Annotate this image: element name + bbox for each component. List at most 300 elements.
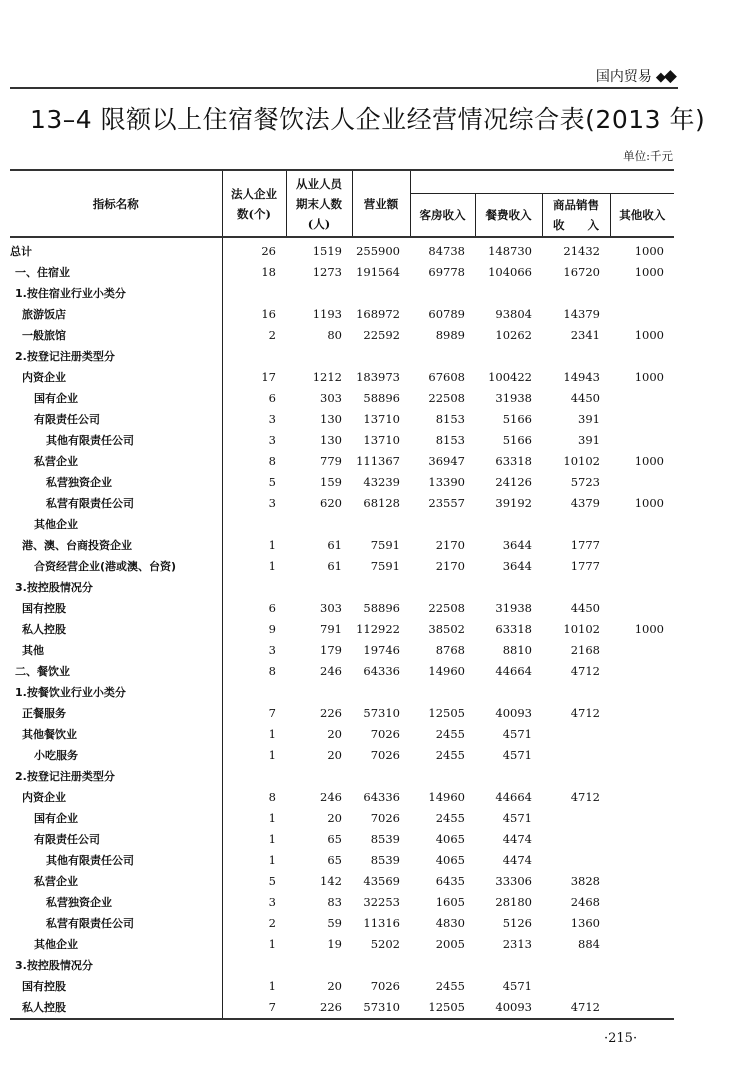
cell-employees: 130 [320,433,342,447]
cell-room: 8768 [435,643,465,657]
cell-other: 1000 [634,328,664,342]
cell-catering: 4571 [502,811,532,825]
cell-revenue: 8539 [370,832,400,846]
cell-enterprises [222,514,286,535]
cell-enterprises: 5 [268,475,276,489]
cell-catering [475,577,542,598]
cell-goods: 16720 [563,265,600,279]
cell-revenue [352,682,410,703]
table-row [10,913,674,934]
cell-goods [542,724,610,745]
cell-room: 8989 [435,328,465,342]
cell-enterprises: 16 [261,307,276,321]
cell-catering: 63318 [495,454,532,468]
cell-goods: 4450 [570,391,600,405]
cell-employees: 226 [320,706,342,720]
cell-catering: 93804 [495,307,532,321]
cell-employees [286,514,352,535]
page-title: 13–4 限额以上住宿餐饮法人企业经营情况综合表(2013 年) [30,105,706,134]
cell-room: 4830 [435,916,465,930]
cell-room: 14960 [428,790,465,804]
header-rule [10,87,678,89]
cell-room: 2455 [435,727,465,741]
cell-employees: 83 [327,895,342,909]
cell-other [610,871,674,892]
cell-enterprises: 3 [268,643,276,657]
cell-other [610,955,674,976]
cell-goods [542,850,610,871]
table-row [10,430,674,451]
cell-employees: 20 [327,748,342,762]
cell-employees: 1212 [312,370,342,384]
cell-room [410,682,475,703]
cell-employees: 20 [327,727,342,741]
cell-employees: 20 [327,811,342,825]
table-row [10,787,674,808]
cell-room: 22508 [428,601,465,615]
cell-employees [286,346,352,367]
cell-room: 8153 [435,433,465,447]
cell-other [610,388,674,409]
cell-room: 60789 [428,307,465,321]
cell-enterprises: 3 [268,895,276,909]
row-label: 私营企业 [10,451,222,472]
cell-catering: 10262 [495,328,532,342]
row-label: 内资企业 [10,367,222,388]
cell-revenue: 64336 [363,664,400,678]
table-row [10,661,674,682]
cell-catering: 4474 [502,853,532,867]
cell-employees: 130 [320,412,342,426]
cell-catering: 4571 [502,727,532,741]
row-label: 3.按控股情况分 [10,955,222,976]
cell-enterprises: 1 [268,559,276,573]
row-label: 二、餐饮业 [10,661,222,682]
cell-enterprises: 1 [268,853,276,867]
cell-revenue: 43569 [363,874,400,888]
cell-enterprises: 6 [268,391,276,405]
cell-room: 12505 [428,706,465,720]
cell-enterprises: 1 [268,748,276,762]
table-row [10,829,674,850]
table-row [10,283,674,304]
cell-employees: 142 [320,874,342,888]
cell-employees: 65 [327,832,342,846]
cell-employees: 1519 [312,244,342,258]
cell-goods: 391 [578,412,600,426]
row-label: 2.按登记注册类型分 [10,346,222,367]
cell-goods [542,808,610,829]
cell-room: 4065 [435,832,465,846]
cell-goods: 21432 [563,244,600,258]
cell-employees: 61 [327,559,342,573]
cell-revenue: 32253 [363,895,400,909]
table-row [10,640,674,661]
cell-employees [286,766,352,787]
cell-enterprises: 1 [268,727,276,741]
cell-revenue: 22592 [363,328,400,342]
row-label: 私营有限责任公司 [10,493,222,514]
table-row [10,808,674,829]
cell-room: 13390 [428,475,465,489]
cell-enterprises: 8 [268,664,276,678]
table-row [10,409,674,430]
cell-enterprises [222,955,286,976]
cell-employees: 19 [327,937,342,951]
cell-catering: 63318 [495,622,532,636]
cell-room: 14960 [428,664,465,678]
row-label: 有限责任公司 [10,409,222,430]
row-label: 正餐服务 [10,703,222,724]
table-row [10,724,674,745]
cell-enterprises: 17 [261,370,276,384]
cell-catering: 104066 [488,265,532,279]
cell-catering: 5166 [502,433,532,447]
cell-employees: 303 [320,601,342,615]
cell-goods [542,829,610,850]
cell-employees: 1193 [312,307,342,321]
cell-revenue: 168972 [356,307,400,321]
cell-goods: 3828 [570,874,600,888]
cell-employees: 80 [327,328,342,342]
cell-revenue: 13710 [363,412,400,426]
table-row [10,367,674,388]
cell-revenue [352,346,410,367]
table-row [10,556,674,577]
cell-other [610,682,674,703]
row-label: 私人控股 [10,619,222,640]
cell-other [610,409,674,430]
row-label: 私营独资企业 [10,472,222,493]
row-label: 港、澳、台商投资企业 [10,535,222,556]
header-goods: 商品销售收 入 [542,194,610,238]
cell-catering: 100422 [488,370,532,384]
cell-other [610,556,674,577]
cell-goods: 2168 [570,643,600,657]
page-number: ·215· [604,1031,638,1046]
cell-enterprises: 2 [268,916,276,930]
cell-revenue: 255900 [356,244,400,258]
cell-other [610,829,674,850]
cell-revenue [352,955,410,976]
row-label: 私营有限责任公司 [10,913,222,934]
cell-revenue: 43239 [363,475,400,489]
table-row [10,976,674,997]
cell-enterprises: 6 [268,601,276,615]
cell-room: 22508 [428,391,465,405]
cell-revenue: 183973 [356,370,400,384]
cell-catering: 8810 [502,643,532,657]
cell-other: 1000 [634,265,664,279]
row-label: 内资企业 [10,787,222,808]
cell-revenue: 7026 [370,979,400,993]
cell-goods: 4450 [570,601,600,615]
cell-goods: 1777 [570,559,600,573]
data-table-container [10,169,674,1020]
data-table [10,169,674,1020]
cell-catering: 4474 [502,832,532,846]
cell-goods [542,682,610,703]
cell-enterprises: 1 [268,832,276,846]
cell-goods: 391 [578,433,600,447]
table-row [10,237,674,262]
table-row [10,997,674,1019]
cell-enterprises: 3 [268,412,276,426]
cell-catering: 4571 [502,979,532,993]
cell-room: 4065 [435,853,465,867]
cell-revenue: 68128 [363,496,400,510]
cell-room: 2170 [435,538,465,552]
cell-other: 1000 [634,370,664,384]
header-catering: 餐费收入 [475,194,542,238]
cell-enterprises [222,577,286,598]
cell-employees [286,682,352,703]
table-row [10,598,674,619]
cell-revenue: 19746 [363,643,400,657]
row-label: 其他 [10,640,222,661]
cell-enterprises: 1 [268,538,276,552]
cell-other: 1000 [634,244,664,258]
cell-other: 1000 [634,496,664,510]
cell-goods: 4712 [570,790,600,804]
cell-goods [542,955,610,976]
cell-employees: 620 [320,496,342,510]
header-revenue: 营业额 [352,170,410,237]
header-name: 指标名称 [10,170,222,237]
cell-room: 2455 [435,811,465,825]
cell-revenue: 112922 [356,622,400,636]
row-label: 国有企业 [10,388,222,409]
cell-other [610,535,674,556]
cell-goods: 5723 [570,475,600,489]
cell-revenue: 57310 [352,997,410,1019]
cell-revenue: 7591 [370,559,400,573]
cell-enterprises: 7 [268,706,276,720]
cell-enterprises [222,766,286,787]
row-label: 3.按控股情况分 [10,577,222,598]
cell-enterprises: 1 [268,937,276,951]
cell-goods [542,766,610,787]
row-label: 其他有限责任公司 [10,430,222,451]
cell-catering [475,955,542,976]
cell-catering: 31938 [495,391,532,405]
row-label: 1.按住宿业行业小类分 [10,283,222,304]
cell-room: 2170 [435,559,465,573]
cell-catering [475,346,542,367]
cell-revenue: 7026 [370,727,400,741]
cell-enterprises: 1 [268,811,276,825]
cell-other [610,661,674,682]
cell-employees: 1273 [312,265,342,279]
table-row [10,346,674,367]
cell-catering: 39192 [495,496,532,510]
table-row [10,388,674,409]
cell-employees: 303 [320,391,342,405]
cell-other [610,304,674,325]
header-other: 其他收入 [610,194,674,238]
cell-revenue: 13710 [363,433,400,447]
cell-other [610,745,674,766]
cell-catering: 5166 [502,412,532,426]
cell-employees [286,955,352,976]
cell-revenue: 7026 [370,748,400,762]
cell-employees [286,283,352,304]
cell-goods [542,577,610,598]
cell-goods [542,745,610,766]
cell-catering: 148730 [488,244,532,258]
cell-room: 36947 [428,454,465,468]
row-label: 其他有限责任公司 [10,850,222,871]
cell-room: 2455 [435,748,465,762]
cell-goods [542,346,610,367]
row-label: 私营独资企业 [10,892,222,913]
cell-goods: 10102 [563,454,600,468]
cell-employees: 246 [320,790,342,804]
row-label: 国有企业 [10,808,222,829]
cell-enterprises: 8 [268,790,276,804]
row-label: 国有控股 [10,598,222,619]
table-row [10,535,674,556]
cell-catering: 28180 [495,895,532,909]
header-employees: 从业人员期末人数(人) [286,170,352,237]
cell-revenue [352,766,410,787]
cell-catering: 44664 [495,790,532,804]
cell-enterprises: 3 [268,496,276,510]
table-row [10,325,674,346]
cell-catering: 4571 [502,748,532,762]
cell-employees: 65 [327,853,342,867]
cell-room [410,283,475,304]
cell-other: 1000 [634,454,664,468]
table-row [10,703,674,724]
cell-catering: 3644 [502,538,532,552]
cell-goods: 1360 [570,916,600,930]
table-row [10,451,674,472]
cell-revenue: 111367 [356,454,400,468]
cell-catering: 24126 [495,475,532,489]
cell-enterprises: 8 [268,454,276,468]
table-row [10,577,674,598]
cell-revenue: 57310 [363,706,400,720]
cell-catering: 5126 [502,916,532,930]
table-row [10,682,674,703]
cell-goods [542,514,610,535]
row-label: 其他企业 [10,934,222,955]
header-room: 客房收入 [410,194,475,238]
section-name: 国内贸易 [595,69,652,85]
cell-revenue: 7591 [370,538,400,552]
diamond-ornament-icon: ◆◆ [655,66,675,86]
cell-room: 2005 [435,937,465,951]
cell-catering: 31938 [495,601,532,615]
table-row [10,934,674,955]
cell-catering [475,283,542,304]
row-label: 1.按餐饮业行业小类分 [10,682,222,703]
unit-label: 单位:千元 [623,149,673,163]
cell-other [610,934,674,955]
table-row [10,493,674,514]
cell-room [410,766,475,787]
row-label: 国有控股 [10,976,222,997]
cell-other: 1000 [634,622,664,636]
cell-room: 8153 [435,412,465,426]
cell-employees [286,577,352,598]
cell-enterprises [222,283,286,304]
cell-employees: 791 [320,622,342,636]
cell-room: 23557 [428,496,465,510]
header-spacer [410,170,674,194]
cell-goods: 4712 [542,997,610,1019]
table-row [10,745,674,766]
row-label: 旅游饭店 [10,304,222,325]
table-row [10,472,674,493]
table-row [10,850,674,871]
cell-other [610,703,674,724]
cell-revenue: 8539 [370,853,400,867]
cell-goods [542,976,610,997]
cell-goods: 4712 [570,664,600,678]
cell-goods: 1777 [570,538,600,552]
row-label: 其他企业 [10,514,222,535]
cell-other [610,766,674,787]
cell-goods: 884 [578,937,600,951]
table-row [10,619,674,640]
cell-revenue: 58896 [363,601,400,615]
cell-enterprises: 1 [268,979,276,993]
cell-room: 1605 [435,895,465,909]
cell-revenue: 5202 [370,937,400,951]
cell-other [610,724,674,745]
row-label: 其他餐饮业 [10,724,222,745]
row-label: 有限责任公司 [10,829,222,850]
row-label: 一、住宿业 [10,262,222,283]
row-label: 小吃服务 [10,745,222,766]
cell-enterprises: 2 [268,328,276,342]
table-row [10,871,674,892]
cell-enterprises: 18 [261,265,276,279]
cell-enterprises: 3 [268,433,276,447]
cell-employees: 246 [320,664,342,678]
cell-catering: 2313 [502,937,532,951]
cell-other [610,283,674,304]
cell-employees: 226 [286,997,352,1019]
table-row [10,766,674,787]
cell-room [410,346,475,367]
cell-goods: 14943 [563,370,600,384]
cell-room: 38502 [428,622,465,636]
cell-other [610,892,674,913]
cell-goods [542,283,610,304]
cell-enterprises [222,682,286,703]
row-label: 2.按登记注册类型分 [10,766,222,787]
cell-goods: 4379 [570,496,600,510]
cell-employees: 59 [327,916,342,930]
cell-goods: 14379 [563,307,600,321]
row-label: 私营企业 [10,871,222,892]
cell-other [610,976,674,997]
cell-goods: 4712 [570,706,600,720]
cell-room [410,577,475,598]
cell-other [610,577,674,598]
cell-other [610,913,674,934]
cell-other [610,346,674,367]
table-row [10,304,674,325]
cell-employees: 159 [320,475,342,489]
cell-catering: 3644 [502,559,532,573]
cell-enterprises [222,346,286,367]
cell-revenue: 58896 [363,391,400,405]
cell-enterprises: 7 [222,997,286,1019]
